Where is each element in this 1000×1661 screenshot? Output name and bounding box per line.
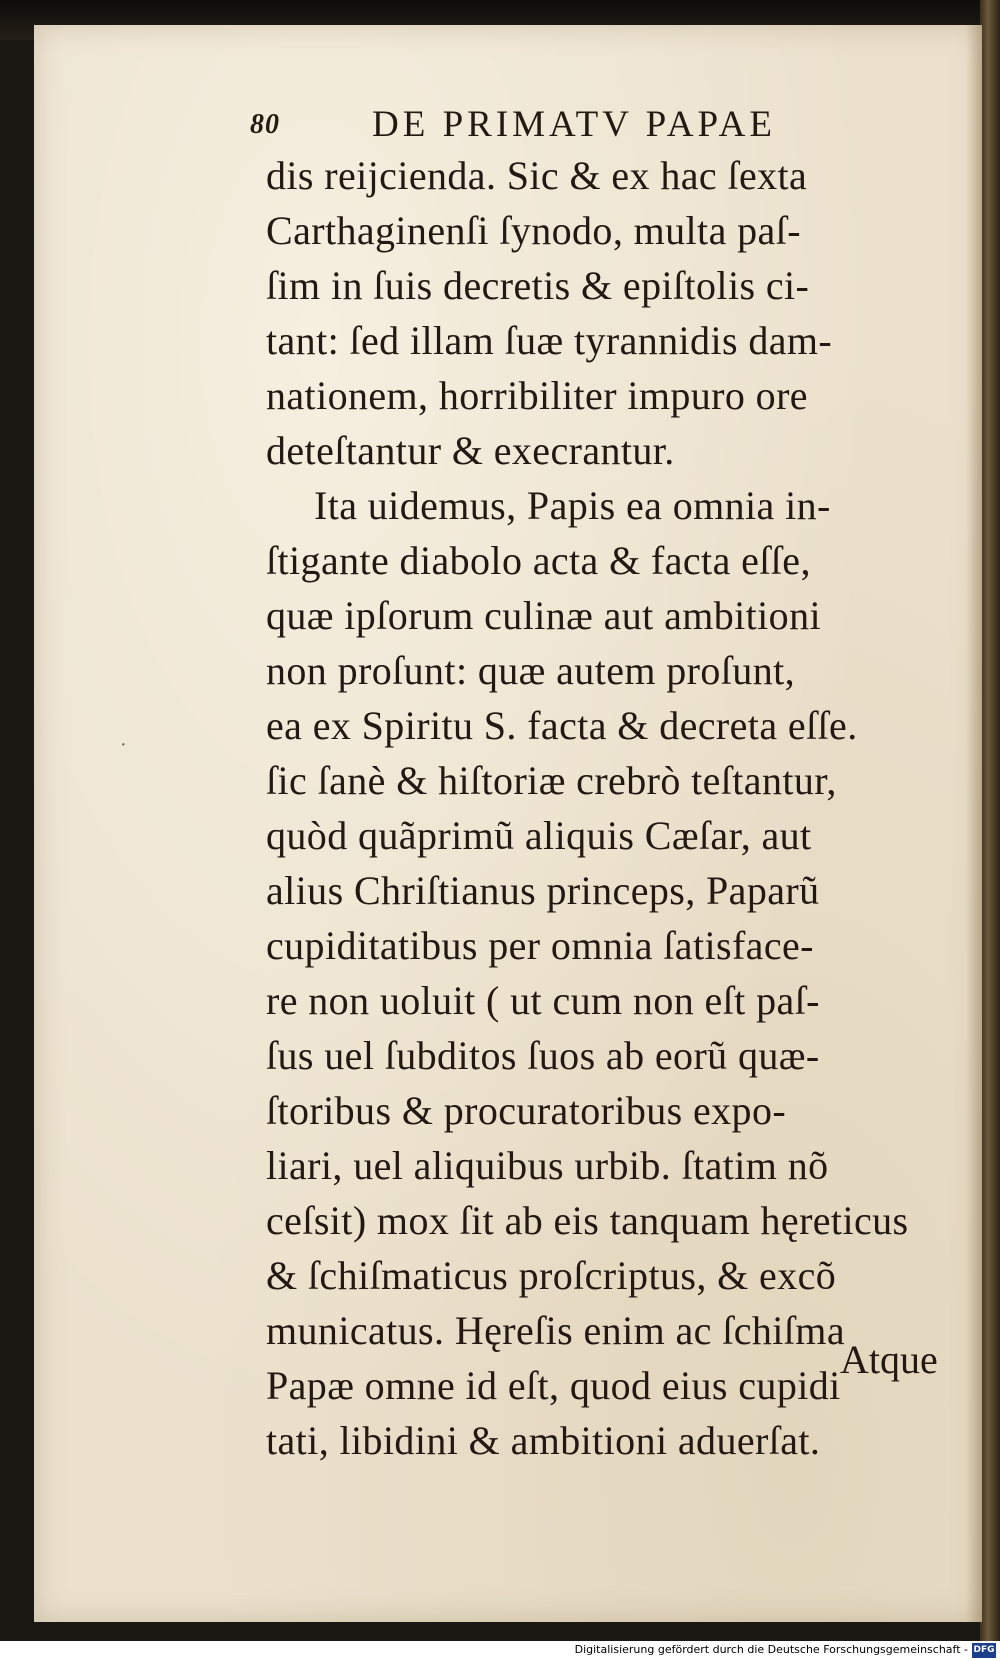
digitization-footer — [0, 1641, 1000, 1661]
text-line: tant: ſed illam ſuæ tyrannidis dam- — [266, 318, 833, 363]
catchword: Atque — [840, 1337, 938, 1382]
funding-credit: Digitalisierung gefördert durch die Deutsche Forschungsgemeinschaft - — [574, 1643, 968, 1656]
text-line: Papæ omne id eſt, quod eius cupidi — [266, 1363, 841, 1408]
text-line: nationem, horribiliter impuro ore — [266, 373, 808, 418]
running-title: DE PRIMATV PAPAE — [372, 104, 776, 145]
text-line: cupiditatibus per omnia ſatisface- — [266, 923, 814, 968]
text-line: ea ex Spiritu S. facta & decreta eſſe. — [266, 703, 858, 748]
text-line: ſtoribus & procuratoribus expo- — [266, 1088, 787, 1133]
paragraph-start-line: Ita uidemus, Papis ea omnia in- — [314, 483, 831, 528]
text-line: quòd quãprimũ aliquis Cæſar, aut — [266, 813, 812, 858]
text-line: liari, uel aliquibus urbib. ſtatim nõ — [266, 1143, 829, 1188]
text-line: ſtigante diabolo acta & facta eſſe, — [266, 538, 811, 583]
text-line: ceſsit) mox ſit ab eis tanquam hęreticus — [266, 1198, 909, 1243]
text-line: tati, libidini & ambitioni aduerſat. — [266, 1418, 821, 1463]
page-edge-shading — [966, 25, 982, 1622]
text-line: non proſunt: quæ autem proſunt, — [266, 648, 796, 693]
dfg-logo: DFG — [972, 1643, 996, 1658]
text-line: municatus. Hęreſis enim ac ſchiſma — [266, 1308, 845, 1353]
paper-speck: · — [120, 734, 127, 756]
text-line: alius Chriſtianus princeps, Paparũ — [266, 868, 820, 913]
text-line: ſic ſanè & hiſtoriæ crebrò teſtantur, — [266, 758, 837, 803]
running-head — [230, 93, 850, 143]
text-line: & ſchiſmaticus proſcriptus, & excõ — [266, 1253, 837, 1298]
text-line: dis reijcienda. Sic & ex hac ſexta — [266, 153, 808, 198]
book-fore-edge — [980, 0, 1000, 1661]
text-line: ſim in ſuis decretis & epiſtolis ci- — [266, 263, 810, 308]
text-line: Carthaginenſi ſynodo, multa paſ- — [266, 208, 801, 253]
text-line: re non uoluit ( ut cum non eſt paſ- — [266, 978, 820, 1023]
text-line: deteſtantur & execrantur. — [266, 428, 675, 473]
body-text — [266, 148, 909, 1468]
text-line: quæ ipſorum culinæ aut ambitioni — [266, 593, 821, 638]
page-number: 80 — [250, 109, 280, 140]
text-line: ſus uel ſubditos ſuos ab eorũ quæ- — [266, 1033, 820, 1078]
